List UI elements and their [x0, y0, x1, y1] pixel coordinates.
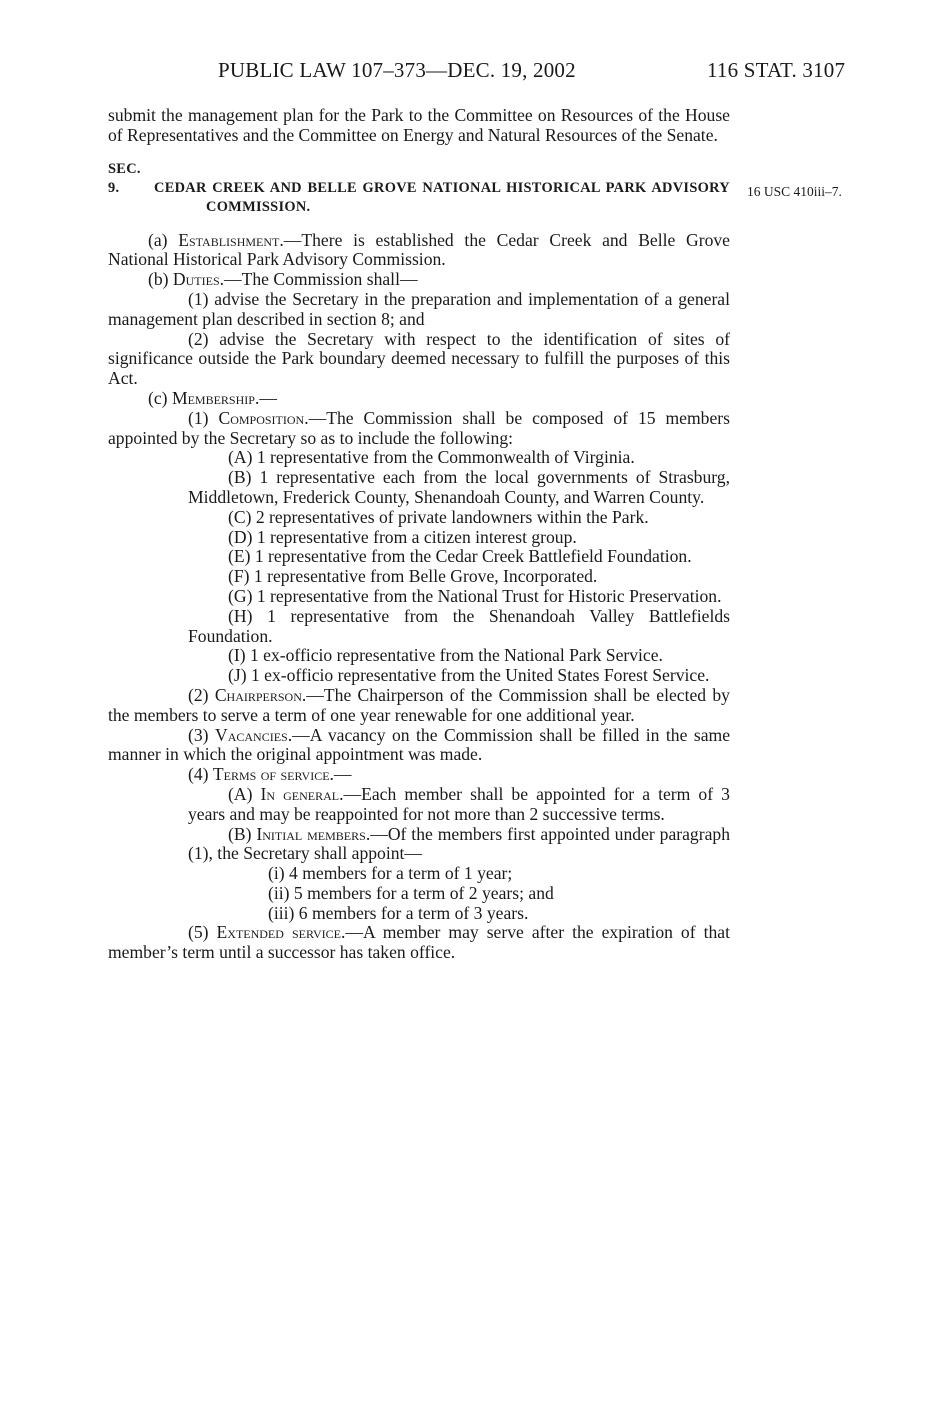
member-item-J: (J) 1 ex-officio representative from the United States Forest Service.: [228, 665, 710, 686]
schedule-item-ii: (ii) 5 members for a term of 2 years; and: [268, 882, 554, 903]
statute-page-number: 116 STAT. 3107: [707, 58, 846, 82]
section-title: CEDAR CREEK AND BELLE GROVE NATIONAL HISTORICAL PARK ADVISORY COMMISSION.: [154, 179, 730, 215]
usc-margin-citation: 16 USC 410iii–7.: [747, 184, 842, 199]
subsection-b-text: .—The Commission shall—: [219, 269, 418, 290]
subsection-b-label: (b): [148, 269, 173, 290]
terms-initial: [108, 825, 730, 865]
composition-heading: Composition: [218, 407, 305, 428]
subsection-c-label: (c): [148, 387, 172, 408]
duty-item-2: (2) advise the Secretary with respect to the identification of sites of significance outside the Park boundary deemed necessary to fulfill the purposes of this Act.: [108, 328, 730, 389]
terms-general-text: .—Each member shall be appointed for a term of 3 years and may be reappointed for not more than 2 successive terms.: [188, 783, 730, 824]
subsection-a-heading: Establishment: [178, 229, 280, 250]
member-item-E: (E) 1 representative from the Cedar Creek Battlefield Foundation.: [228, 546, 692, 567]
vacancies-text: .—A vacancy on the Commission shall be filled in the same manner in which the original appointment was made.: [108, 724, 730, 765]
subsection-b-heading: Duties: [172, 269, 220, 290]
terms-text: .—: [329, 764, 352, 785]
subsection-c-text: .—: [254, 387, 277, 408]
duty-item-1: (1) advise the Secretary in the preparation and implementation of a general management plan described in section 8; and: [108, 288, 730, 329]
subsection-a: [108, 231, 730, 271]
member-item-A: (A) 1 representative from the Commonwealth of Virginia.: [228, 447, 635, 468]
subsection-c-heading: Membership: [171, 387, 255, 408]
extended-label: (5): [188, 922, 217, 943]
chairperson-heading: Chairperson: [214, 684, 302, 705]
law-title: PUBLIC LAW 107–373—DEC. 19, 2002: [218, 58, 576, 82]
terms-initial-heading: Initial members: [256, 823, 366, 844]
composition-label: (1): [188, 407, 219, 428]
member-item-D: (D) 1 representative from a citizen interest group.: [228, 526, 577, 547]
vacancies-label: (3): [188, 724, 215, 745]
paragraph-vacancies: [108, 726, 730, 766]
schedule-item-i: (i) 4 members for a term of 1 year;: [268, 863, 513, 884]
chairperson-text: .—The Chairperson of the Commission shall be elected by the members to serve a term of one year renewable for one additional year.: [108, 684, 730, 725]
subsection-b: [108, 270, 730, 290]
document-body: [108, 106, 730, 963]
terms-general-heading: In general: [260, 783, 340, 804]
subsection-a-text: .—There is established the Cedar Creek and Belle Grove National Historical Park Advisory Commission.: [108, 229, 730, 270]
running-header: [0, 58, 940, 86]
member-item-F: (F) 1 representative from Belle Grove, Incorporated.: [228, 566, 598, 587]
vacancies-heading: Vacancies: [214, 724, 288, 745]
paragraph-chairperson: [108, 686, 730, 726]
member-item-B: (B) 1 representative each from the local governments of Strasburg, Middletown, Frederick County, Shenandoah County, and Warren County.: [188, 467, 730, 507]
paragraph-extended-service: [108, 923, 730, 963]
subsection-a-label: (a): [148, 229, 179, 250]
member-item-C: (C) 2 representatives of private landowners within the Park.: [228, 506, 649, 527]
terms-initial-label: (B): [228, 823, 257, 844]
chairperson-label: (2): [188, 684, 215, 705]
extended-heading: Extended service: [216, 922, 341, 943]
terms-general-label: (A): [228, 783, 261, 804]
paragraph-terms: [108, 765, 730, 785]
terms-heading: Terms of service: [212, 764, 330, 785]
member-item-I: (I) 1 ex-officio representative from the National Park Service.: [228, 645, 663, 666]
terms-initial-text: .—Of the members first appointed under paragraph (1), the Secretary shall appoint—: [188, 823, 730, 864]
schedule-item-iii: (iii) 6 members for a term of 3 years.: [268, 902, 529, 923]
section-heading: [108, 160, 730, 217]
member-item-H: (H) 1 representative from the Shenandoah Valley Battlefields Foundation.: [188, 605, 730, 646]
paragraph-composition: [108, 409, 730, 449]
intro-paragraph: submit the management plan for the Park to the Committee on Resources of the House of Representatives and the Committee on Energy and Natural Resources of the Senate.: [108, 105, 730, 145]
composition-text: .—The Commission shall be composed of 15 members appointed by the Secretary so as to include the following:: [108, 407, 730, 448]
subsection-c: [108, 389, 730, 409]
terms-label: (4): [188, 764, 213, 785]
member-item-G: (G) 1 representative from the National Trust for Historic Preservation.: [228, 585, 722, 606]
terms-general: [108, 785, 730, 825]
extended-text: .—A member may serve after the expiration of that member’s term until a successor has taken office.: [108, 922, 730, 963]
section-number: SEC. 9.: [108, 160, 141, 196]
